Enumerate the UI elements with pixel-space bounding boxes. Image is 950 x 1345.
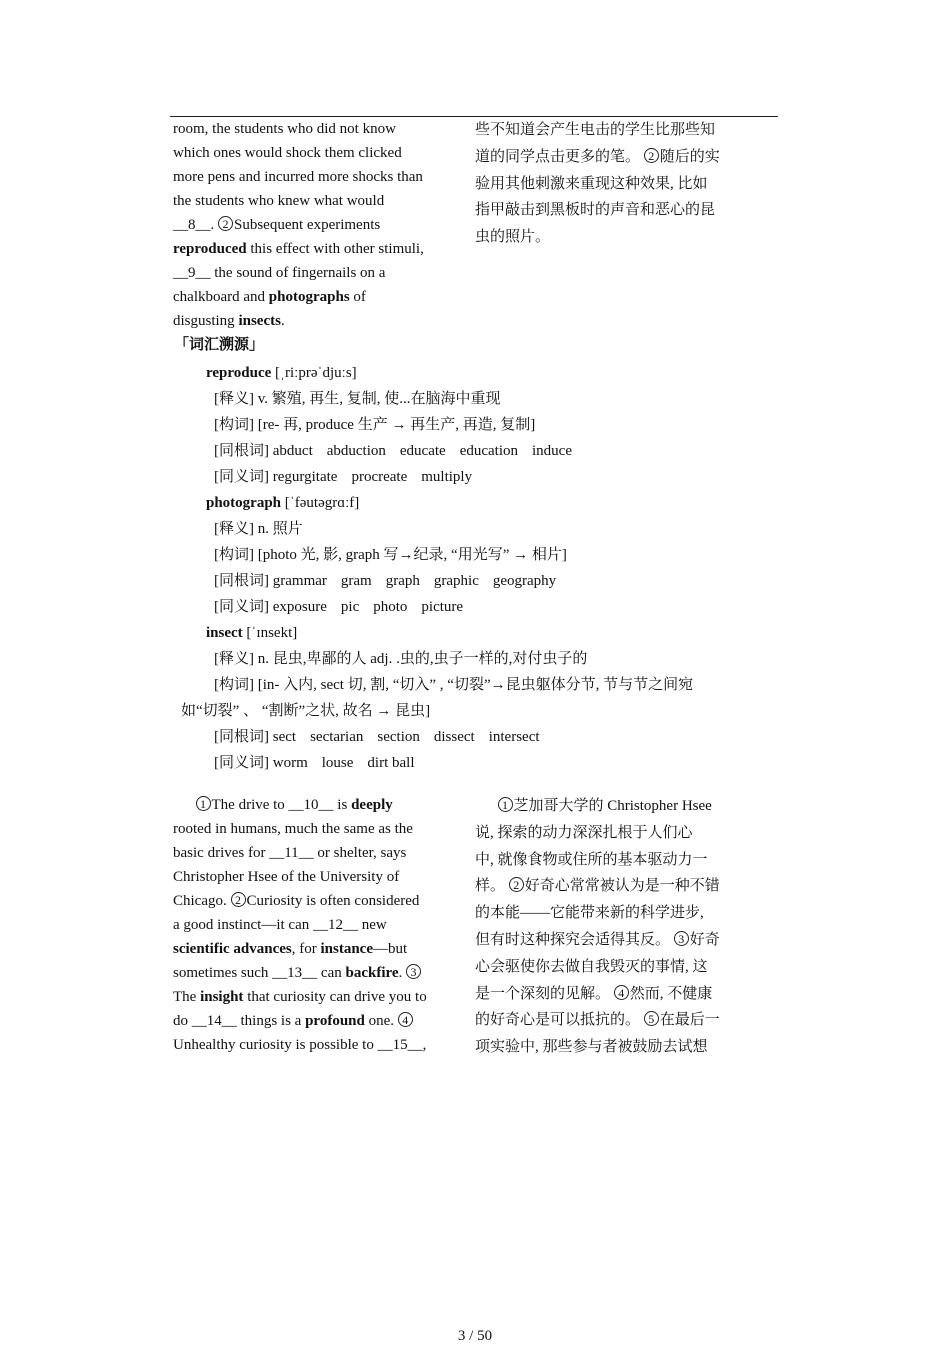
vocab-section xyxy=(180,360,760,776)
text-line xyxy=(475,224,760,251)
vocab-text: [释义] n. 昆虫,卑鄙的人 adj. .虫的,虫子一样的,对付虫子的 xyxy=(214,651,588,667)
vocab-text: [释义] n. 照片 xyxy=(214,521,303,537)
bold-term: reproduced xyxy=(173,241,247,257)
vocab-detail xyxy=(180,646,760,672)
vocab-related-word: geography xyxy=(492,573,557,589)
vocab-related-word: section xyxy=(377,729,420,745)
vocab-text: [释义] v. 繁殖, 再生, 复制, 使...在脑海中重现 xyxy=(214,391,501,407)
text-run: 好奇心常常被认为是一种不错 xyxy=(524,878,720,895)
passage2-chinese xyxy=(475,793,760,1061)
vocab-text: 如“切裂” 、 “割断”之状, 故名 → 昆虫] xyxy=(181,703,431,719)
circled-number: 2 xyxy=(231,892,246,907)
vocab-label: [同根词] xyxy=(214,443,273,459)
text-line xyxy=(173,985,463,1009)
text-run: Unhealthy curiosity is possible to __15__, xyxy=(173,1037,427,1053)
text-line xyxy=(173,913,463,937)
text-line xyxy=(475,927,760,954)
text-run: 说, 探索的动力深深扎根于人们心 xyxy=(475,824,693,841)
vocab-label: [同义词] xyxy=(214,599,273,615)
text-line xyxy=(173,285,463,309)
circled-number: 5 xyxy=(644,1011,659,1026)
text-run: 验用其他刺激来重现这种效果, 比如 xyxy=(475,175,708,192)
text-run: —but xyxy=(372,941,408,957)
vocab-related-word: photo xyxy=(373,599,408,615)
text-run: 是一个深刻的见解。 xyxy=(475,985,614,1002)
vocab-related-word: regurgitate xyxy=(272,469,338,485)
text-run: 样。 xyxy=(475,878,509,895)
text-line xyxy=(173,165,463,189)
text-run: a good instinct—it can __12__ new xyxy=(173,917,387,933)
text-run: 在最后一 xyxy=(659,1012,720,1029)
text-run: basic drives for __11__ or shelter, says xyxy=(173,845,407,861)
circled-number: 2 xyxy=(644,148,659,163)
passage2-english xyxy=(173,793,463,1057)
text-run: rooted in humans, much the same as the xyxy=(173,821,413,837)
vocab-related-word: worm xyxy=(272,755,308,771)
text-run: one. xyxy=(364,1013,398,1029)
circled-number: 3 xyxy=(406,964,421,979)
vocab-related-word: gram xyxy=(340,573,372,589)
vocab-related-word: pic xyxy=(340,599,360,615)
bold-term: deeply xyxy=(351,797,393,813)
bold-term: photographs xyxy=(268,289,350,305)
circled-number: 1 xyxy=(196,796,211,811)
text-line xyxy=(173,793,463,817)
text-line xyxy=(173,309,463,333)
text-line xyxy=(475,171,760,198)
circled-number: 4 xyxy=(398,1012,413,1027)
vocab-detail xyxy=(180,672,760,698)
text-run: 虫的照片。 xyxy=(475,229,551,246)
bold-term: profound xyxy=(305,1013,365,1029)
text-run: The xyxy=(173,989,201,1005)
bold-term: instance xyxy=(320,941,373,957)
page-number: 3 / 50 xyxy=(457,1328,493,1344)
vocab-related-word: dirt ball xyxy=(367,755,415,771)
text-line xyxy=(475,820,760,847)
vocab-related-word: induce xyxy=(532,443,572,459)
text-line xyxy=(475,144,760,171)
vocab-text: [构词] [in- 入内, sect 切, 割, “切入” , “切裂”→昆虫躯体分节, 节与节之间宛 xyxy=(214,677,694,693)
text-line xyxy=(173,1033,463,1057)
text-line xyxy=(475,1007,760,1034)
vocab-related-word: abduct xyxy=(272,443,313,459)
text-run: 然而, 不健康 xyxy=(629,985,713,1002)
text-line xyxy=(173,189,463,213)
text-run: __8__. xyxy=(173,217,218,233)
vocab-related-word: graphic xyxy=(433,573,479,589)
text-run: 随后的实 xyxy=(659,148,720,165)
text-run: 但有时这种探究会适得其反。 xyxy=(475,931,674,948)
circled-number: 1 xyxy=(498,797,513,812)
vocab-headword xyxy=(180,620,760,646)
circled-number: 3 xyxy=(674,931,689,946)
text-line xyxy=(173,141,463,165)
vocab-text: [构词] [photo 光, 影, graph 写→纪录, “用光写” → 相片] xyxy=(214,547,567,563)
vocab-related-word: abduction xyxy=(326,443,386,459)
text-line xyxy=(475,954,760,981)
passage1-english xyxy=(173,117,463,333)
vocab-detail xyxy=(180,438,760,464)
vocab-related-word: exposure xyxy=(272,599,327,615)
bold-term: scientific advances xyxy=(173,941,292,957)
text-run: that curiosity can drive you to xyxy=(243,989,427,1005)
vocab-detail xyxy=(180,464,760,490)
text-run: 的本能——它能带来新的科学进步, xyxy=(475,905,704,922)
text-run: of xyxy=(349,289,366,305)
vocab-related-word: education xyxy=(459,443,519,459)
vocab-related-word: multiply xyxy=(421,469,473,485)
vocab-term: insect xyxy=(206,625,243,641)
circled-number: 2 xyxy=(509,877,524,892)
vocab-related-word: sectarian xyxy=(310,729,364,745)
text-run: 的好奇心是可以抵抗的。 xyxy=(475,1012,644,1029)
text-run: chalkboard and xyxy=(173,289,269,305)
vocab-detail xyxy=(180,516,760,542)
vocab-related-word: graph xyxy=(385,573,420,589)
passage1-chinese xyxy=(475,117,760,251)
text-line xyxy=(173,865,463,889)
vocab-detail xyxy=(180,568,760,594)
bold-term: insects xyxy=(238,313,281,329)
vocab-related-word: procreate xyxy=(351,469,408,485)
vocab-related-word: louse xyxy=(321,755,354,771)
text-line xyxy=(475,117,760,144)
circled-number: 4 xyxy=(614,985,629,1000)
vocab-related-word: grammar xyxy=(272,573,327,589)
text-run: which ones would shock them clicked xyxy=(173,145,402,161)
vocab-term: photograph xyxy=(206,495,282,511)
vocab-related-word: dissect xyxy=(433,729,475,745)
text-run: Subsequent experiments xyxy=(234,217,381,233)
text-run: 些不知道会产生电击的学生比那些知 xyxy=(475,122,716,138)
text-line xyxy=(173,961,463,985)
vocab-term: reproduce xyxy=(206,365,272,381)
vocab-label: [同义词] xyxy=(214,755,273,771)
text-line xyxy=(173,261,463,285)
text-run: 心会驱使你去做自我毁灭的事情, 这 xyxy=(475,958,708,975)
vocab-headword xyxy=(180,360,760,386)
vocab-pronunciation: [ˈfəutəgrɑːf] xyxy=(281,495,360,511)
text-run: . xyxy=(280,313,285,329)
text-line xyxy=(173,1009,463,1033)
vocab-detail xyxy=(180,542,760,568)
text-run: do __14__ things is a xyxy=(173,1013,306,1029)
vocab-related-word: sect xyxy=(272,729,297,745)
vocab-label: [同根词] xyxy=(214,573,273,589)
text-run: 项实验中, 那些参与者被鼓励去试想 xyxy=(475,1039,708,1056)
vocab-label: [同义词] xyxy=(214,469,273,485)
vocab-pronunciation: [ˌriːprəˈdjuːs] xyxy=(271,365,357,381)
circled-number: 2 xyxy=(218,216,233,231)
text-line xyxy=(475,1034,760,1061)
text-line xyxy=(173,817,463,841)
text-line xyxy=(173,889,463,913)
text-line xyxy=(173,237,463,261)
text-run: The drive to __10__ is xyxy=(211,797,352,813)
text-line xyxy=(173,841,463,865)
vocab-section-title: 「词汇溯源」 xyxy=(174,337,265,353)
text-line xyxy=(475,873,760,900)
text-run: more pens and incurred more shocks than xyxy=(173,169,423,185)
vocab-related-word: picture xyxy=(421,599,464,615)
vocab-label: [同根词] xyxy=(214,729,273,745)
text-run: Curiosity is often considered xyxy=(246,893,420,909)
vocab-detail xyxy=(180,750,760,776)
text-run: , for xyxy=(291,941,321,957)
text-run: . xyxy=(398,965,407,981)
vocab-related-word: educate xyxy=(399,443,446,459)
text-run: __9__ the sound of fingernails on a xyxy=(173,265,386,281)
text-run: this effect with other stimuli, xyxy=(246,241,424,257)
text-run xyxy=(173,797,196,813)
vocab-text: [构词] [re- 再, produce 生产 → 再生产, 再造, 复制] xyxy=(214,417,536,433)
text-run: 芝加哥大学的 Christopher Hsee xyxy=(513,798,712,814)
vocab-related-word: intersect xyxy=(488,729,540,745)
vocab-headword xyxy=(180,490,760,516)
vocab-detail xyxy=(180,412,760,438)
text-run: room, the students who did not know xyxy=(173,121,396,137)
bold-term: backfire xyxy=(345,965,399,981)
text-run: 道的同学点击更多的笔。 xyxy=(475,148,644,165)
text-line xyxy=(173,213,463,237)
text-line xyxy=(475,847,760,874)
text-line xyxy=(475,900,760,927)
text-run: disgusting xyxy=(173,313,239,329)
text-run: Chicago. xyxy=(173,893,231,909)
vocab-pronunciation: [ˈɪnsekt] xyxy=(242,625,298,641)
vocab-detail xyxy=(180,594,760,620)
text-line xyxy=(475,197,760,224)
text-line xyxy=(173,937,463,961)
text-line xyxy=(475,793,760,820)
text-line xyxy=(475,981,760,1008)
text-line xyxy=(173,117,463,141)
text-run xyxy=(475,798,498,814)
text-run: 指甲敲击到黑板时的声音和恶心的昆 xyxy=(475,202,716,219)
vocab-detail xyxy=(180,386,760,412)
text-run: sometimes such __13__ can xyxy=(173,965,346,981)
vocab-detail xyxy=(180,724,760,750)
bold-term: insight xyxy=(200,989,244,1005)
text-run: 好奇 xyxy=(689,931,720,948)
text-run: 中, 就像食物或住所的基本驱动力一 xyxy=(475,851,708,868)
text-run: Christopher Hsee of the University of xyxy=(173,869,400,885)
vocab-detail xyxy=(180,698,760,724)
text-run: the students who knew what would xyxy=(173,193,385,209)
